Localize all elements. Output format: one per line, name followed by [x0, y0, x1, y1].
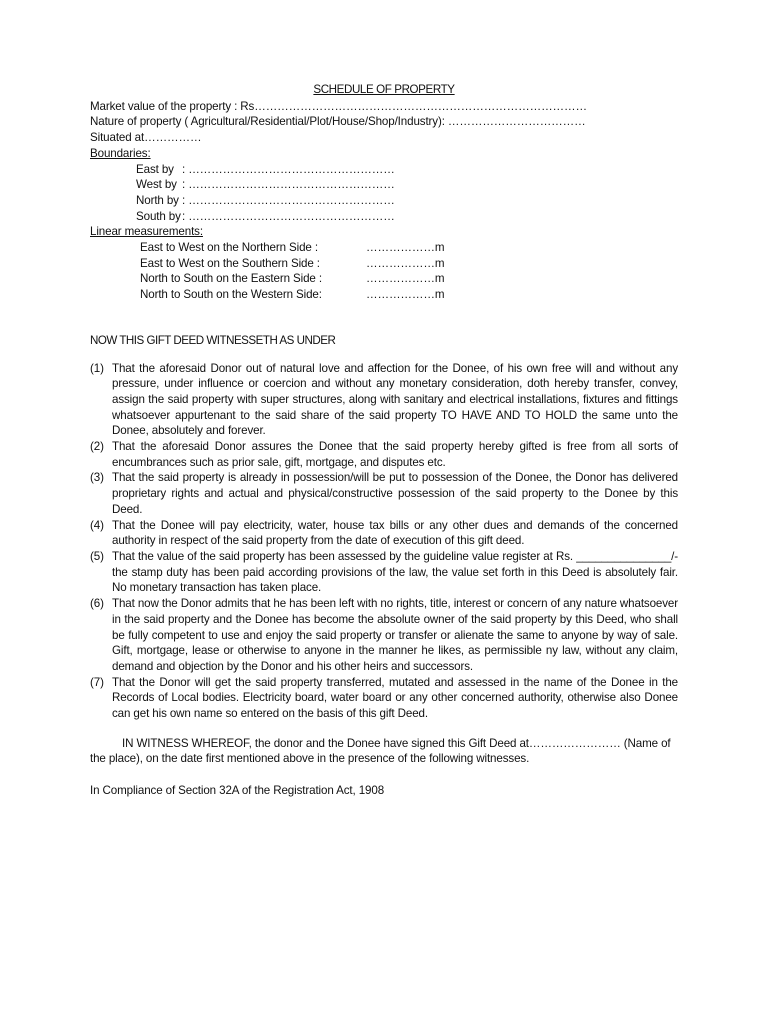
clause-text: That the value of the said property has been assessed by the guideline value register at Rs. _______________/- the stamp duty has been paid according provisions of the law, the value set forth in this Deed is absolutely fair. No monetary transaction has taken place.: [112, 549, 678, 595]
situated-at-line: Situated at……………: [90, 131, 202, 145]
boundary-value: : ………………………………………………: [182, 193, 395, 207]
clause-number: (6): [90, 597, 104, 611]
clause-item: [90, 470, 678, 517]
boundary-value: : ………………………………………………: [182, 209, 395, 223]
linear-row: [90, 256, 678, 272]
clause-number: (2): [90, 440, 104, 454]
linear-value: ………………m: [366, 241, 445, 255]
clause-list: [90, 361, 678, 722]
clause-item: [90, 675, 678, 722]
linear-label: North to South on the Eastern Side :: [140, 272, 322, 286]
compliance-note: In Compliance of Section 32A of the Registration Act, 1908: [90, 784, 385, 798]
linear-measurements-list: [90, 240, 678, 303]
boundary-value: : ………………………………………………: [182, 178, 395, 192]
linear-row: [90, 271, 678, 287]
boundary-label: North by: [136, 193, 179, 207]
clause-number: (5): [90, 549, 104, 563]
linear-label: North to South on the Western Side:: [140, 288, 322, 302]
linear-row: [90, 240, 678, 256]
clause-item: [90, 361, 678, 440]
clause-item: [90, 518, 678, 549]
witness-caps: IN WITNESS WHEREOF: [122, 736, 249, 750]
boundary-label: South by: [136, 209, 181, 223]
boundary-west-row: [90, 177, 678, 193]
boundary-label: West by: [136, 178, 177, 192]
linear-label: East to West on the Northern Side :: [140, 241, 318, 255]
linear-value: ………………m: [366, 272, 445, 286]
witness-text: , the donor and the Donee have signed this Gift Deed at…………………… (Name of the place), on the date first mentioned above in the presence of the following witnesses.: [90, 736, 671, 766]
clause-item: [90, 549, 678, 596]
clause-text: That the aforesaid Donor out of natural love and affection for the Donee, of his own free will and without any pressure, under influence or coercion and without any monetary consideration, doth hereby transfer, convey, assign the said property with super structures, along with sanitary and electrical installations, fixtures and fittings whatsoever appurtenant to the said share of the said property TO HAVE AND TO HOLD the same unto the Donee, absolutely and forever.: [112, 361, 678, 438]
clause-number: (7): [90, 675, 104, 689]
boundary-value: : ………………………………………………: [182, 162, 395, 176]
clause-number: (4): [90, 518, 104, 532]
nature-of-property-line: Nature of property ( Agricultural/Residential/Plot/House/Shop/Industry): ………………………………: [90, 115, 586, 129]
clause-item: [90, 596, 678, 675]
boundary-south-row: [90, 209, 678, 225]
clause-text: That the said property is already in possession/will be put to possession of the Donee, the Donor has delivered proprietary rights and actual and physical/constructive possession of the said property to the Donee by this Deed.: [112, 471, 678, 516]
linear-value: ………………m: [366, 288, 445, 302]
schedule-title: SCHEDULE OF PROPERTY: [313, 83, 455, 96]
boundaries-list: [90, 162, 678, 225]
boundaries-label: Boundaries:: [90, 146, 151, 160]
boundary-north-row: [90, 193, 678, 209]
linear-row: [90, 287, 678, 303]
clause-number: (3): [90, 471, 104, 485]
linear-measurements-label: Linear measurements:: [90, 225, 203, 239]
clause-text: That the aforesaid Donor assures the Donee that the said property hereby gifted is free from all sorts of encumbrances such as prior sale, gift, mortgage, and disputes etc.: [112, 440, 678, 469]
market-value-line: Market value of the property : Rs……………………………………………………………………………: [90, 99, 587, 113]
clause-text: That the Donor will get the said property transferred, mutated and assessed in the name of the Donee in the Records of Local bodies. Electricity board, water board or any other concerned authority, otherwise also Donee can get his own name so entered on the basis of this gift Deed.: [112, 675, 678, 721]
linear-value: ………………m: [366, 256, 445, 270]
witness-paragraph: [90, 736, 678, 767]
deed-heading: NOW THIS GIFT DEED WITNESSETH AS UNDER: [90, 333, 336, 347]
clause-text: That the Donee will pay electricity, water, house tax bills or any other dues and demands of the concerned authority in respect of the said property from the date of execution of this gift deed.: [112, 518, 678, 548]
boundary-label: East by: [136, 162, 174, 176]
clause-item: [90, 439, 678, 470]
boundary-east-row: [90, 162, 678, 178]
clause-number: (1): [90, 361, 104, 375]
linear-label: East to West on the Southern Side :: [140, 256, 320, 270]
clause-text: That now the Donor admits that he has been left with no rights, title, interest or concern of any nature whatsoever in the said property and the Donee has become the absolute owner of the said property by this Deed, who shall be fully competent to use and enjoy the said property or transfer or alienate the same to anyone by way of sale. Gift, mortgage, lease or otherwise to anyone in the manner he likes, as permissible ny law, without any claim, demand and objection by the Donor and his other heirs and successors.: [112, 597, 678, 673]
